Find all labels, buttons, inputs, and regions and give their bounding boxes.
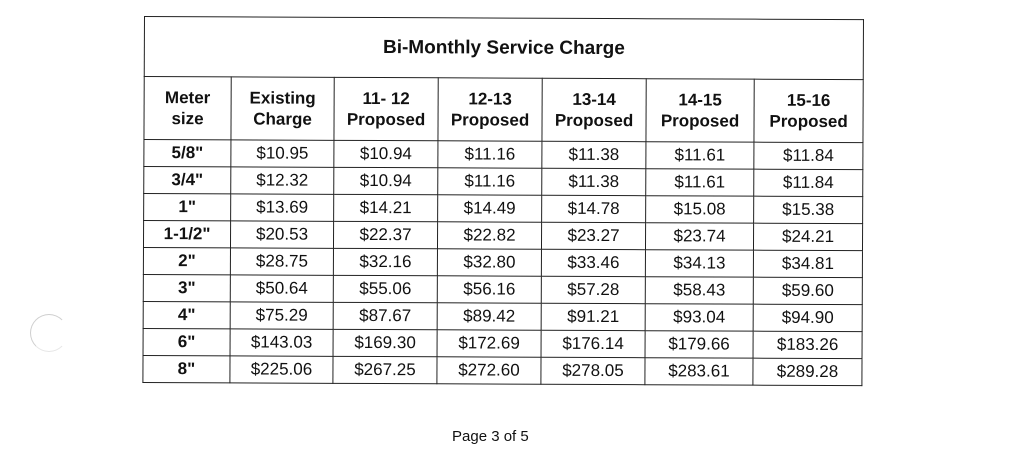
charge-cell: $32.16 <box>333 248 437 275</box>
table-row <box>143 274 862 304</box>
charge-cell: $143.03 <box>230 329 333 356</box>
charge-cell: $23.74 <box>645 223 753 250</box>
charge-cell: $87.67 <box>333 302 437 329</box>
scan-artifact-mark <box>30 314 68 352</box>
meter-size-cell: 1" <box>144 194 231 221</box>
charge-cell: $15.08 <box>646 196 754 223</box>
table-row <box>144 140 863 170</box>
charge-cell: $22.82 <box>437 222 541 249</box>
column-header-line: Proposed <box>769 111 848 132</box>
charge-cell: $50.64 <box>230 275 333 302</box>
charge-cell: $10.94 <box>334 167 438 194</box>
charge-cell: $11.84 <box>754 169 863 196</box>
charge-cell: $11.38 <box>542 168 646 195</box>
charge-cell: $32.80 <box>437 249 541 276</box>
charge-cell: $94.90 <box>753 304 862 331</box>
charge-cell: $11.16 <box>438 141 542 168</box>
charge-cell: $75.29 <box>230 302 333 329</box>
table-row <box>144 194 863 224</box>
column-header-line: 12-13 <box>468 89 512 109</box>
charge-cell: $14.21 <box>334 194 438 221</box>
charge-cell: $93.04 <box>645 304 753 331</box>
charge-cell: $58.43 <box>645 277 753 304</box>
table-row <box>143 355 862 385</box>
charge-cell: $179.66 <box>645 331 753 358</box>
meter-size-cell: 8" <box>143 355 230 382</box>
charge-cell: $57.28 <box>541 276 645 303</box>
charge-cell: $169.30 <box>333 329 437 356</box>
column-header-line: 11- 12 <box>362 88 410 109</box>
charge-cell: $89.42 <box>437 303 541 330</box>
charge-cell: $10.95 <box>231 140 334 167</box>
column-header-line: 13-14 <box>572 89 616 110</box>
charge-cell: $11.84 <box>754 142 863 169</box>
column-header-line: Proposed <box>450 110 530 130</box>
charge-cell: $14.78 <box>542 195 646 222</box>
meter-size-cell: 5/8" <box>144 140 231 167</box>
column-header-row <box>144 77 863 143</box>
meter-size-cell: 3" <box>143 274 230 301</box>
column-header-line: Proposed <box>554 110 634 131</box>
column-header-line: Meter <box>164 88 211 108</box>
charge-cell: $15.38 <box>754 196 863 223</box>
table-row <box>143 328 862 358</box>
charge-cell: $289.28 <box>753 358 862 385</box>
charge-cell: $267.25 <box>333 356 437 383</box>
table-row <box>143 247 862 277</box>
column-header-line: Proposed <box>660 111 740 131</box>
charge-cell: $13.69 <box>231 194 334 221</box>
column-header-line: Charge <box>253 109 312 129</box>
table-title: Bi-Monthly Service Charge <box>144 17 863 80</box>
column-header-line: Existing <box>249 88 316 108</box>
table-row <box>143 221 862 251</box>
charge-cell: $272.60 <box>437 357 541 384</box>
charge-cell: $11.38 <box>542 141 646 168</box>
column-header-line: 14-15 <box>678 90 722 110</box>
charge-cell: $23.27 <box>541 222 645 249</box>
charge-cell: $172.69 <box>437 330 541 357</box>
column-header <box>334 77 438 140</box>
charge-cell: $283.61 <box>645 358 753 385</box>
charge-cell: $34.13 <box>645 250 753 277</box>
meter-size-cell: 2" <box>143 247 230 274</box>
table-row <box>144 167 863 197</box>
column-header <box>438 78 542 141</box>
meter-size-cell: 4" <box>143 301 230 328</box>
column-header <box>542 78 646 141</box>
charge-cell: $278.05 <box>541 357 645 384</box>
table-row <box>143 301 862 331</box>
column-header <box>646 79 754 142</box>
charge-cell: $11.16 <box>438 168 542 195</box>
charge-cell: $59.60 <box>753 277 862 304</box>
column-header-line: Proposed <box>346 109 426 130</box>
column-header <box>231 77 334 140</box>
service-charge-table-container <box>142 16 863 386</box>
charge-cell: $183.26 <box>753 331 862 358</box>
charge-cell: $12.32 <box>231 167 334 194</box>
charge-cell: $28.75 <box>230 248 333 275</box>
service-charge-table <box>142 16 864 386</box>
charge-cell: $22.37 <box>333 221 437 248</box>
charge-cell: $56.16 <box>437 276 541 303</box>
charge-cell: $10.94 <box>334 140 438 167</box>
charge-cell: $11.61 <box>646 142 754 169</box>
charge-cell: $34.81 <box>753 250 862 277</box>
column-header-line: size <box>171 109 204 129</box>
meter-size-cell: 6" <box>143 328 230 355</box>
charge-cell: $14.49 <box>438 195 542 222</box>
charge-cell: $20.53 <box>230 221 333 248</box>
charge-cell: $225.06 <box>230 356 333 383</box>
table-body <box>143 140 863 386</box>
column-header-line: 15-16 <box>786 90 831 110</box>
column-header <box>144 77 231 140</box>
charge-cell: $55.06 <box>333 275 437 302</box>
charge-cell: $91.21 <box>541 303 645 330</box>
page-number: Page 3 of 5 <box>452 428 529 445</box>
charge-cell: $24.21 <box>753 223 862 250</box>
charge-cell: $176.14 <box>541 330 645 357</box>
meter-size-cell: 1-1/2" <box>143 221 230 248</box>
charge-cell: $33.46 <box>541 249 645 276</box>
meter-size-cell: 3/4" <box>144 167 231 194</box>
column-header <box>754 79 863 142</box>
charge-cell: $11.61 <box>646 169 754 196</box>
